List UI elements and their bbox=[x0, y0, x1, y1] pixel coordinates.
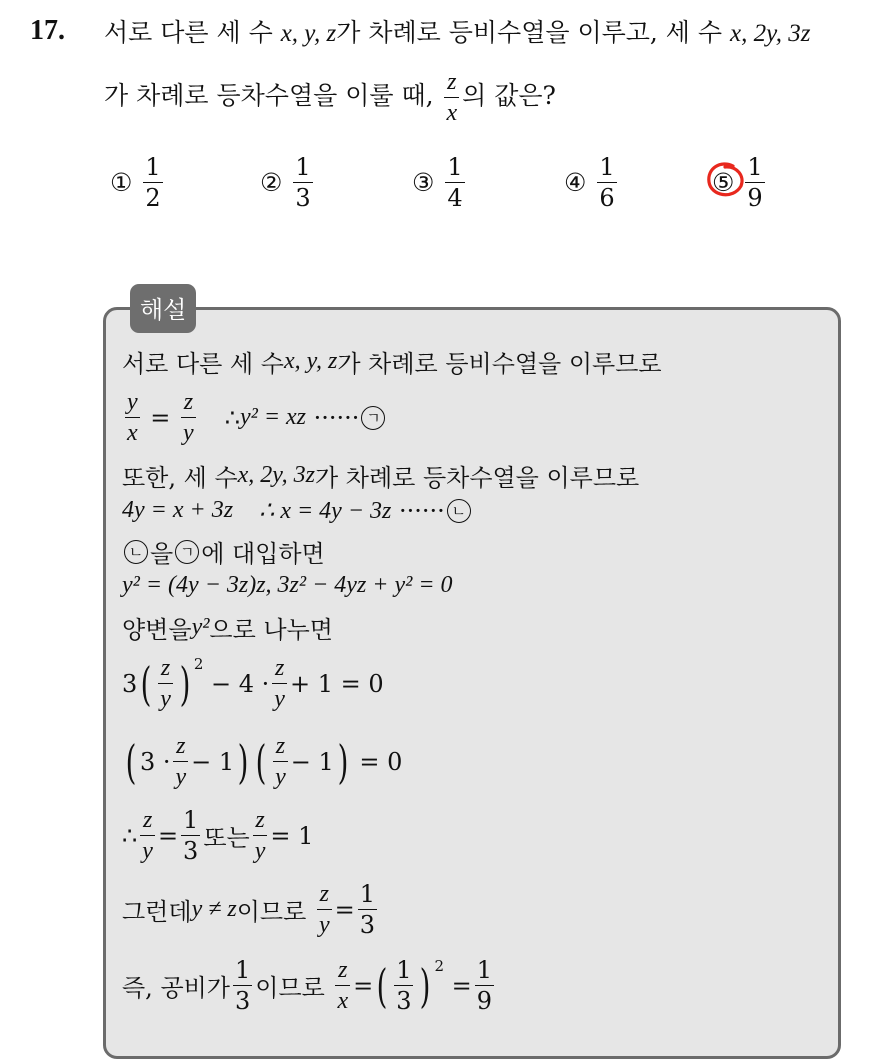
solution-line-5: ㄴ 을 ㄱ 에 대입하면 bbox=[122, 534, 325, 569]
solution-line-12: 즉, 공비가 $\frac{1}{3}$ 이므로 $\frac{z}{x}$ = ( $\frac{1}{3}$ ) $^2$ = $\frac{1}{9}$ bbox=[122, 956, 493, 1015]
choice-2[interactable]: ② $\frac{1}{3}$ bbox=[260, 153, 311, 212]
vars-x2y3z: x, 2y, 3z bbox=[729, 20, 811, 47]
question-number: 17. bbox=[30, 15, 65, 46]
question-line-2: 가 차례로 등차수열을 이룰 때, $\frac{z}{x}$ 의 값은? bbox=[104, 69, 556, 126]
solution-line-4: 4y = x + 3z ∴ x = 4y − 3z ······ ㄴ bbox=[122, 496, 473, 525]
choice-4[interactable]: ④ $\frac{1}{6}$ bbox=[564, 153, 615, 212]
choice-3[interactable]: ③ $\frac{1}{4}$ bbox=[412, 153, 463, 212]
choice-1[interactable]: ① $\frac{1}{2}$ bbox=[110, 153, 161, 212]
solution-line-7: 양변을 y² 으로 나누면 bbox=[122, 614, 333, 644]
solution-tag: 해설 bbox=[130, 284, 196, 333]
choice-5[interactable]: ⑤ $\frac{1}{9}$ bbox=[712, 155, 768, 210]
solution-line-8: 3 ( $\frac{z}{y}$ ) $^2$ − 4 · $\frac{z}{y}$ + 1 = 0 bbox=[122, 654, 384, 712]
solution-line-2: $\frac{y}{x}$ = $\frac{z}{y}$ ∴ y² = xz ······ ㄱ bbox=[122, 390, 387, 445]
solution-line-1: 서로 다른 세 수 x, y, z 가 차례로 등비수열을 이루므로 bbox=[122, 348, 662, 378]
answer-mark-icon bbox=[703, 160, 747, 202]
solution-line-3: 또한, 세 수 x, 2y, 3z 가 차례로 등차수열을 이루므로 bbox=[122, 462, 640, 492]
question-line-1: 서로 다른 세 수 x, y, z가 차례로 등비수열을 이루고, 세 수 x, 2y, 3z bbox=[104, 18, 811, 47]
vars-xyz: x, y, z bbox=[280, 20, 337, 47]
solution-line-10: ∴ $\frac{z}{y}$ = $\frac{1}{3}$ 또는 $\frac{z}{y}$ = 1 bbox=[122, 806, 314, 865]
answer-choices bbox=[0, 155, 884, 225]
marker-nieun: ㄴ bbox=[447, 499, 471, 523]
solution-line-6: y² = (4y − 3z)z, 3z² − 4yz + y² = 0 bbox=[122, 572, 453, 598]
solution-line-9: ( 3 · $\frac{z}{y}$ − 1 ) ( $\frac{z}{y}$ − 1 ) = 0 bbox=[125, 733, 403, 790]
fraction-z-over-x: $\frac{z}{x}$ bbox=[446, 69, 458, 126]
solution-line-11: 그런데 y ≠ z 이므로 $\frac{z}{y}$ = $\frac{1}{3}$ bbox=[122, 880, 375, 939]
marker-giyeok: ㄱ bbox=[361, 406, 385, 430]
